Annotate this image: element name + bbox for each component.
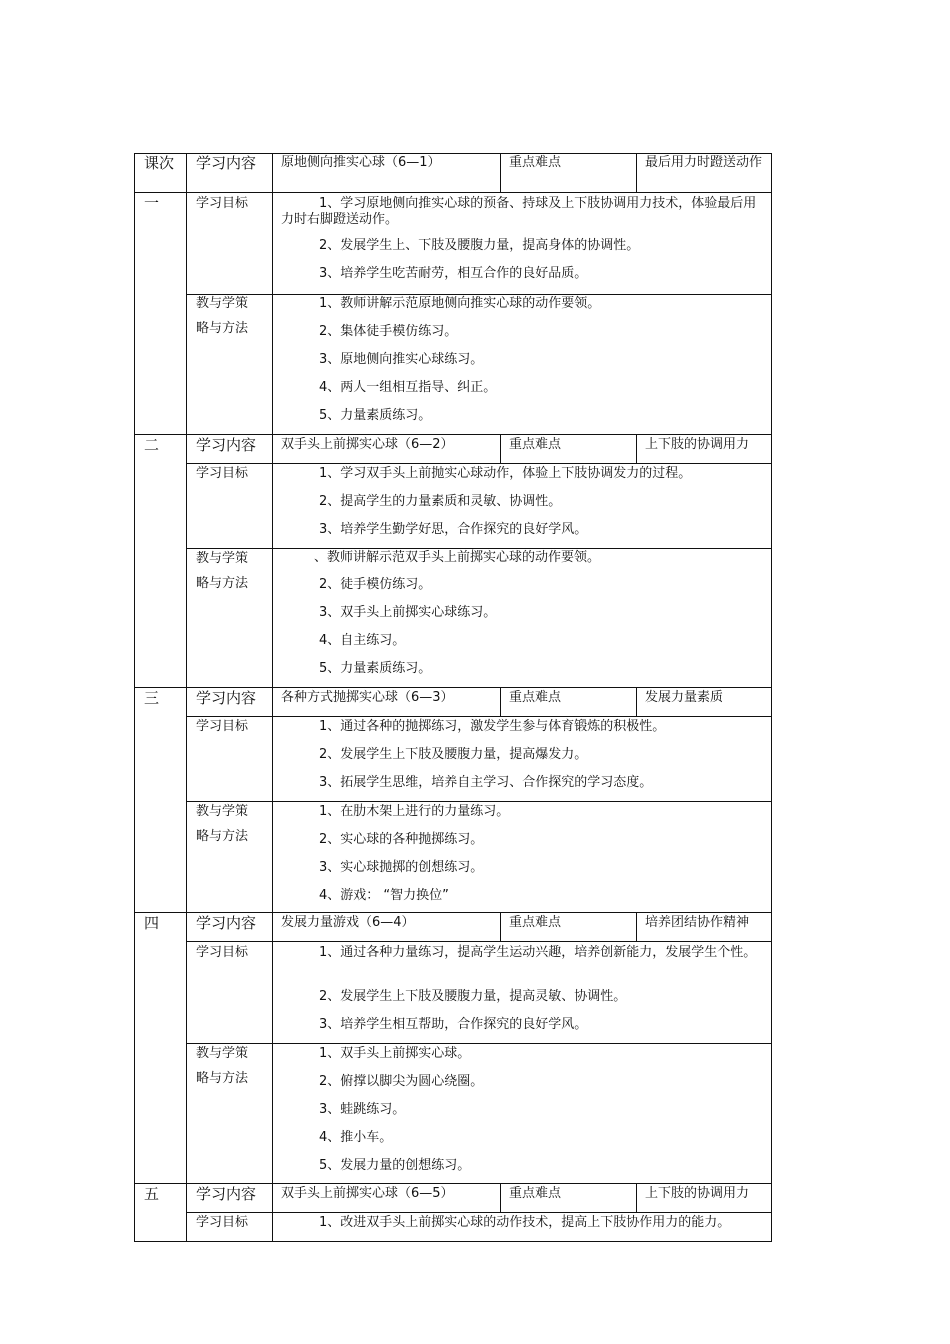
column-divider bbox=[636, 434, 637, 463]
lesson-topic: 发展力量游戏（6—4） bbox=[281, 915, 415, 930]
column-divider bbox=[186, 153, 187, 1242]
method-item: 4、两人一组相互指导、纠正。 bbox=[319, 380, 497, 395]
goals-label: 学习目标 bbox=[196, 466, 249, 481]
lesson-number: 一 bbox=[144, 194, 160, 212]
method-item: 4、游戏： “智力换位” bbox=[319, 888, 449, 903]
row-divider bbox=[186, 294, 772, 295]
column-divider bbox=[500, 434, 501, 463]
row-divider bbox=[186, 548, 772, 549]
method-item: 3、实心球抛掷的创想练习。 bbox=[319, 860, 484, 875]
content-label: 学习内容 bbox=[196, 1185, 257, 1203]
lesson-number: 三 bbox=[144, 689, 160, 707]
key-point-label: 重点难点 bbox=[509, 155, 562, 170]
method-item: 1、双手头上前掷实心球。 bbox=[319, 1046, 471, 1061]
goal-item: 1、通过各种的抛掷练习，激发学生参与体育锻炼的积极性。 bbox=[319, 719, 666, 734]
column-divider bbox=[500, 912, 501, 941]
goals-label: 学习目标 bbox=[196, 196, 249, 211]
lesson-topic: 双手头上前掷实心球（6—5） bbox=[281, 1186, 454, 1201]
lesson-number: 四 bbox=[144, 914, 160, 932]
goal-item: 3、拓展学生思维，培养自主学习、合作探究的学习态度。 bbox=[319, 775, 653, 790]
goal-item: 1、学习双手头上前抛实心球动作，体验上下肢协调发力的过程。 bbox=[319, 466, 692, 481]
key-point-value: 上下肢的协调用力 bbox=[645, 437, 750, 452]
row-divider bbox=[186, 801, 772, 802]
method-item: 1、在肋木架上进行的力量练习。 bbox=[319, 804, 510, 819]
key-point-label: 重点难点 bbox=[509, 915, 562, 930]
row-divider bbox=[186, 1043, 772, 1044]
key-point-label: 重点难点 bbox=[509, 690, 562, 705]
key-point-value: 上下肢的协调用力 bbox=[645, 1186, 750, 1201]
column-divider bbox=[636, 153, 637, 192]
method-item: 、教师讲解示范双手头上前掷实心球的动作要领。 bbox=[314, 550, 601, 565]
goals-label: 学习目标 bbox=[196, 1215, 249, 1230]
method-item: 4、自主练习。 bbox=[319, 633, 406, 648]
methods-label: 教与学策 bbox=[196, 296, 249, 311]
column-divider bbox=[636, 687, 637, 716]
method-item: 1、教师讲解示范原地侧向推实心球的动作要领。 bbox=[319, 296, 601, 311]
method-item: 5、发展力量的创想练习。 bbox=[319, 1158, 471, 1173]
lesson-topic: 双手头上前掷实心球（6—2） bbox=[281, 437, 454, 452]
key-point-label: 重点难点 bbox=[509, 1186, 562, 1201]
goals-label: 学习目标 bbox=[196, 945, 249, 960]
goals-label: 学习目标 bbox=[196, 719, 249, 734]
row-divider bbox=[134, 1183, 772, 1184]
goal-item: 2、提高学生的力量素质和灵敏、协调性。 bbox=[319, 494, 562, 509]
method-item: 3、双手头上前掷实心球练习。 bbox=[319, 605, 497, 620]
method-item: 3、蛙跳练习。 bbox=[319, 1102, 406, 1117]
goal-item: 2、发展学生上下肢及腰腹力量，提高灵敏、协调性。 bbox=[319, 989, 627, 1004]
goal-item: 1、学习原地侧向推实心球的预备、持球及上下肢协调用力技术，体验最后用力时右脚蹬送动作。 bbox=[281, 196, 757, 227]
row-divider bbox=[134, 434, 772, 435]
column-divider bbox=[636, 912, 637, 941]
goal-item: 1、改进双手头上前掷实心球的动作技术，提高上下肢协作用力的能力。 bbox=[319, 1215, 731, 1230]
methods-label: 略与方法 bbox=[196, 576, 249, 591]
table-border-bottom bbox=[134, 1241, 772, 1242]
methods-label: 略与方法 bbox=[196, 1071, 249, 1086]
methods-label: 略与方法 bbox=[196, 829, 249, 844]
lesson-column-header: 课次 bbox=[144, 154, 175, 172]
goal-item: 3、培养学生勤学好思，合作探究的良好学风。 bbox=[319, 522, 588, 537]
row-divider bbox=[186, 941, 772, 942]
key-point-value: 最后用力时蹬送动作 bbox=[645, 155, 763, 170]
row-divider bbox=[186, 1212, 772, 1213]
key-point-value: 培养团结协作精神 bbox=[645, 915, 750, 930]
method-item: 4、推小车。 bbox=[319, 1130, 393, 1145]
method-item: 2、实心球的各种抛掷练习。 bbox=[319, 832, 484, 847]
content-label: 学习内容 bbox=[196, 689, 257, 707]
methods-label: 教与学策 bbox=[196, 1046, 249, 1061]
lesson-number: 五 bbox=[144, 1185, 160, 1203]
column-divider bbox=[636, 1183, 637, 1212]
goal-item: 1、通过各种力量练习，提高学生运动兴趣，培养创新能力，发展学生个性。 bbox=[319, 945, 757, 960]
content-column-header: 学习内容 bbox=[196, 154, 257, 172]
row-divider bbox=[186, 716, 772, 717]
method-item: 5、力量素质练习。 bbox=[319, 661, 432, 676]
column-divider bbox=[500, 153, 501, 192]
methods-label: 教与学策 bbox=[196, 551, 249, 566]
content-label: 学习内容 bbox=[196, 914, 257, 932]
methods-label: 教与学策 bbox=[196, 804, 249, 819]
lesson-topic: 原地侧向推实心球（6—1） bbox=[281, 155, 441, 170]
method-item: 3、原地侧向推实心球练习。 bbox=[319, 352, 484, 367]
row-divider bbox=[134, 912, 772, 913]
column-divider bbox=[500, 687, 501, 716]
key-point-value: 发展力量素质 bbox=[645, 690, 724, 705]
goal-item: 3、培养学生相互帮助，合作探究的良好学风。 bbox=[319, 1017, 588, 1032]
method-item: 2、俯撑以脚尖为圆心绕圈。 bbox=[319, 1074, 484, 1089]
content-label: 学习内容 bbox=[196, 436, 257, 454]
method-item: 2、集体徒手模仿练习。 bbox=[319, 324, 458, 339]
goal-item: 3、培养学生吃苦耐劳，相互合作的良好品质。 bbox=[319, 266, 588, 281]
method-item: 2、徒手模仿练习。 bbox=[319, 577, 432, 592]
key-point-label: 重点难点 bbox=[509, 437, 562, 452]
row-divider bbox=[134, 687, 772, 688]
row-divider bbox=[186, 463, 772, 464]
table-border-right bbox=[771, 153, 772, 1242]
methods-label: 略与方法 bbox=[196, 321, 249, 336]
column-divider bbox=[272, 153, 273, 1242]
table-border-left bbox=[134, 153, 135, 1242]
goal-item: 2、发展学生上下肢及腰腹力量，提高爆发力。 bbox=[319, 747, 588, 762]
goal-item: 2、发展学生上、下肢及腰腹力量，提高身体的协调性。 bbox=[319, 238, 640, 253]
lesson-number: 二 bbox=[144, 436, 160, 454]
row-divider bbox=[134, 192, 772, 193]
method-item: 5、力量素质练习。 bbox=[319, 408, 432, 423]
lesson-topic: 各种方式抛掷实心球（6—3） bbox=[281, 690, 454, 705]
column-divider bbox=[500, 1183, 501, 1212]
